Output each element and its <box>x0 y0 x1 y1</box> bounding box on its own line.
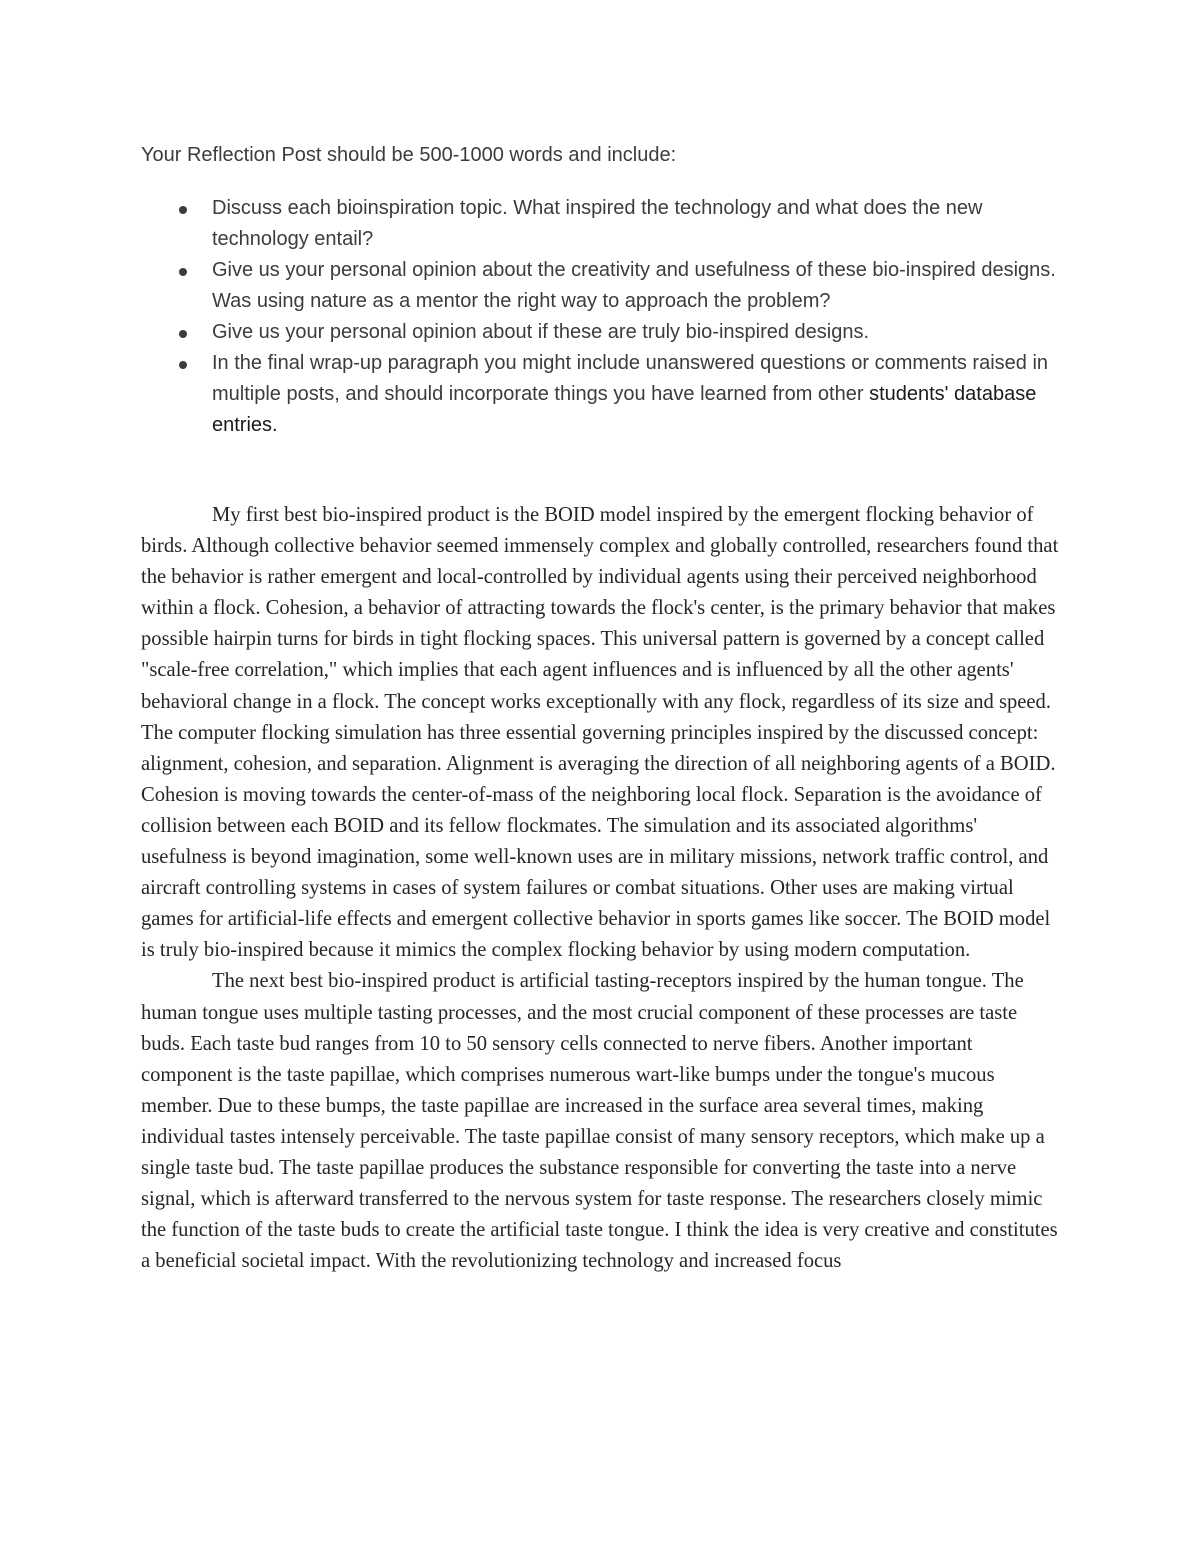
requirement-text: In the final wrap-up paragraph you might include unanswered questions or comments raised in multiple posts, and should incorporate things you have learned from other <box>212 352 1049 405</box>
requirement-text: Give us your personal opinion about the creativity and usefulness of these bio-inspired designs. Was using nature as a mentor the right way to approach the problem? <box>212 259 1056 312</box>
bullet-icon <box>179 268 187 276</box>
requirement-item <box>141 255 1061 317</box>
requirement-emphasis-text: students' database entries. <box>212 383 1037 436</box>
essay-paragraph-boid: My first best bio-inspired product is the BOID model inspired by the emergent flocking behavior of birds. Although collective behavior seemed immensely complex and globally controlled, researchers found that the behavior is rather emergent and local-controlled by individual agents using their perceived neighborhood within a flock. Cohesion, a behavior of attracting towards the flock's center, is the primary behavior that makes possible hairpin turns for birds in tight flocking spaces. This universal pattern is governed by a concept called "scale-free correlation," which implies that each agent influences and is influenced by all the other agents' behavioral change in a flock. The concept works exceptionally with any flock, regardless of its size and speed. The computer flocking simulation has three essential governing principles inspired by the discussed concept: alignment, cohesion, and separation. Alignment is averaging the direction of all neighboring agents of a BOID. Cohesion is moving towards the center-of-mass of the neighboring local flock. Separation is the avoidance of collision between each BOID and its fellow flockmates. The simulation and its associated algorithms' usefulness is beyond imagination, some well-known uses are in military missions, network traffic control, and aircraft controlling systems in cases of system failures or combat situations. Other uses are making virtual games for artificial-life effects and emergent collective behavior in sports games like soccer. The BOID model is truly bio-inspired because it mimics the complex flocking behavior by using modern computation. <box>141 504 1059 962</box>
bullet-icon <box>179 206 187 214</box>
requirement-item <box>141 348 1061 441</box>
requirement-text: Give us your personal opinion about if these are truly bio-inspired designs. <box>212 321 870 343</box>
bullet-icon <box>179 361 187 369</box>
requirement-item <box>141 193 1061 255</box>
essay-paragraph-taste: The next best bio-inspired product is artificial tasting-receptors inspired by the human tongue. The human tongue uses multiple tasting processes, and the most crucial component of these processes are taste buds. Each taste bud ranges from 10 to 50 sensory cells connected to nerve fibers. Another important component is the taste papillae, which comprises numerous wart-like bumps under the tongue's mucous member. Due to these bumps, the taste papillae are increased in the surface area several times, making individual tastes intensely perceivable. The taste papillae consist of many sensory receptors, which make up a single taste bud. The taste papillae produces the substance responsible for converting the taste into a nerve signal, which is afterward transferred to the nervous system for taste response. The researchers closely mimic the function of the taste buds to create the artificial taste tongue. I think the idea is very creative and constitutes a beneficial societal impact. With the revolutionizing technology and increased focus <box>141 970 1058 1273</box>
instructions-intro: Your Reflection Post should be 500-1000 words and include: <box>141 144 677 166</box>
requirement-text: Discuss each bioinspiration topic. What inspired the technology and what does the new technology entail? <box>212 197 983 250</box>
essay-body <box>141 500 1059 1277</box>
instructions-block <box>141 140 1061 441</box>
bullet-icon <box>179 330 187 338</box>
requirements-list <box>141 193 1061 441</box>
requirement-item <box>141 317 1061 348</box>
